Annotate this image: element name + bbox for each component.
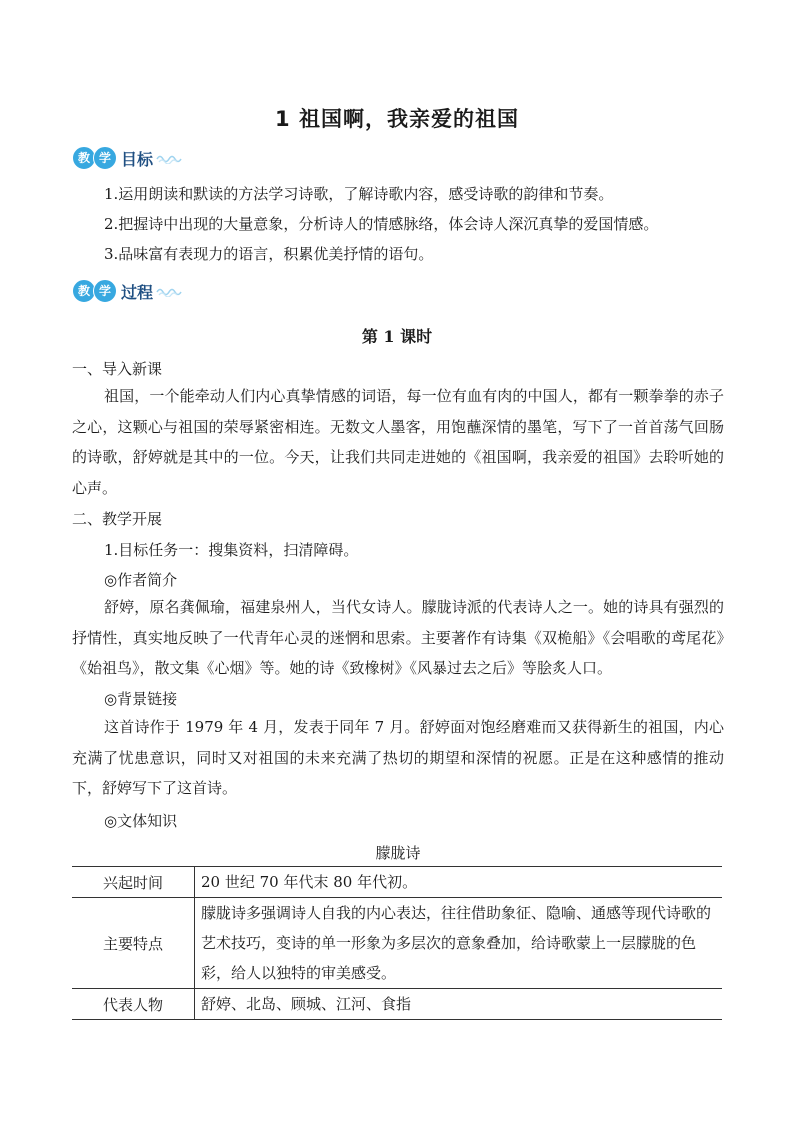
author-paragraph: 舒婷，原名龚佩瑜，福建泉州人，当代女诗人。朦胧诗派的代表诗人之一。她的诗具有强烈的抒情性，真实地反映了一代青年心灵的迷惘和思索。主要著作有诗集《双桅船》《会唱歌的鸢尾花》《始祖鸟》，散文集《心烟》等。她的诗《致橡树》《风暴过去之后》等脍炙人口。 — [72, 598, 724, 677]
background-paragraph: 这首诗作于 1979 年 4 月，发表于同年 7 月。舒婷面对饱经磨难而又获得新生的祖国，内心充满了忧患意识，同时又对祖国的未来充满了热切的期望和深情的祝愿。正是在这种感情的推动下，舒婷写下了这首诗。 — [72, 718, 724, 797]
table-key-cell: 主要特点 — [72, 898, 195, 989]
table-value-cell: 20 世纪 70 年代末 80 年代初。 — [195, 867, 723, 898]
table-value-cell: 朦胧诗多强调诗人自我的内心表达，往往借助象征、隐喻、通感等现代诗歌的艺术技巧，变诗的单一形象为多层次的意象叠加，给诗歌蒙上一层朦胧的色彩，给人以独特的审美感受。 — [195, 898, 723, 989]
badge-char: 学 — [93, 279, 117, 303]
section-label: 目标 — [121, 149, 154, 169]
genre-table — [72, 866, 722, 1020]
wave-decoration-icon — [156, 285, 182, 297]
table-row — [72, 989, 722, 1020]
table-caption: 朦胧诗 — [375, 844, 421, 862]
subsection-heading: ◎背景链接 — [104, 690, 178, 708]
table-row — [72, 898, 722, 989]
wave-decoration-icon — [156, 152, 182, 164]
teaching-badge — [72, 279, 114, 303]
section-heading: 二、教学开展 — [72, 510, 163, 528]
teaching-badge — [72, 146, 114, 170]
badge-char: 教 — [72, 146, 96, 170]
section-heading: 一、导入新课 — [72, 360, 163, 378]
process-header — [72, 279, 182, 303]
objective-item: 3.品味富有表现力的语言，积累优美抒情的语句。 — [104, 245, 434, 263]
table-row — [72, 867, 722, 898]
badge-char: 教 — [72, 279, 96, 303]
subsection-heading: ◎作者简介 — [104, 571, 178, 589]
task-item: 1.目标任务一：搜集资料，扫清障碍。 — [104, 541, 359, 559]
table-value-cell: 舒婷、北岛、顾城、江河、食指 — [195, 989, 723, 1020]
objective-item: 2.把握诗中出现的大量意象，分析诗人的情感脉络，体会诗人深沉真挚的爱国情感。 — [104, 215, 659, 233]
table-key-cell: 代表人物 — [72, 989, 195, 1020]
table-key-cell: 兴起时间 — [72, 867, 195, 898]
badge-char: 学 — [93, 146, 117, 170]
section-label: 过程 — [121, 282, 154, 302]
objective-item: 1.运用朗读和默读的方法学习诗歌，了解诗歌内容，感受诗歌的韵律和节奏。 — [104, 185, 614, 203]
subsection-heading: ◎文体知识 — [104, 812, 178, 830]
objectives-header — [72, 146, 182, 170]
intro-paragraph: 祖国，一个能牵动人们内心真挚情感的词语，每一位有血有肉的中国人，都有一颗拳拳的赤子之心，这颗心与祖国的荣辱紧密相连。无数文人墨客，用饱蘸深情的墨笔，写下了一首首荡气回肠的诗歌，舒婷就是其中的一位。今天，让我们共同走进她的《祖国啊，我亲爱的祖国》去聆听她的心声。 — [72, 387, 724, 497]
page-title: 1 祖国啊，我亲爱的祖国 — [275, 107, 519, 131]
lesson-title: 第 1 课时 — [361, 327, 433, 346]
